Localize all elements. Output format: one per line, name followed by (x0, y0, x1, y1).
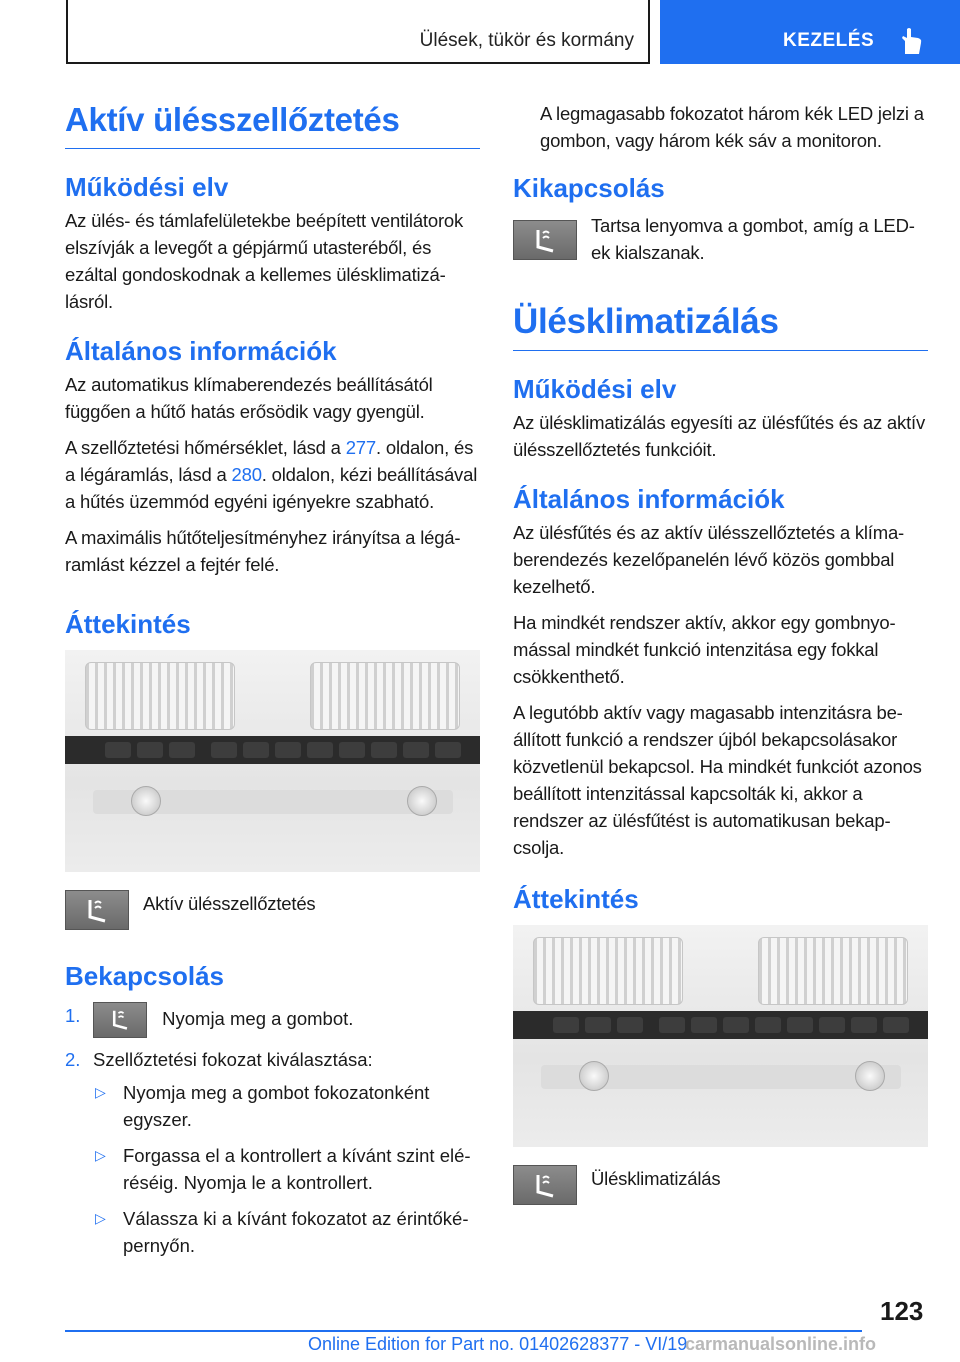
seat-ventilation-icon (513, 220, 577, 260)
step-2-options (93, 1079, 480, 1259)
general-info-2-p1: Az ülésfűtés és az aktív ülésszellőztetés a klímaberendezés kezelőpanelén lévő közös gombbal kezelhető. (513, 522, 905, 597)
seat-climate-icon (513, 1165, 577, 1205)
general-info-p3: A maximális hűtőteljesítményhez irányítsa a légáramlást kézzel a fejtér felé. (65, 527, 461, 575)
overview-caption-2: Ülésklimatizálás (591, 1168, 721, 1189)
hand-pointer-icon (896, 26, 926, 56)
left-column (65, 100, 480, 1268)
footer-rule (65, 1330, 862, 1332)
heading-principle-2: Működési elv (513, 374, 677, 404)
switch-off-row (513, 212, 928, 266)
led-indicator-text: A legmagasabb fokozatot három kék LED jelzi a gombon, vagy három kék sáv a monitoron. (540, 103, 924, 151)
page-header (0, 0, 960, 66)
heading-overview: Áttekintés (65, 609, 191, 639)
section-heading-seat-climate: Ülésklimatizálás (513, 302, 928, 351)
switch-off-text: Tartsa lenyomva a gombot, amíg a LED-ek kialszanak. (591, 215, 915, 263)
general-info-2-p3: A legutóbb aktív vagy magasabb intenzitásra beállított funkció a rendszer újból bekapcsolásakor közvetlenül bekapcsol. Ha mindkét funkciót azonos beállított intenzitással kapcsolták ki, akkor a rendszer az ülésfűtést is automatikusan bekapcsolja. (513, 702, 922, 858)
step-2: 2. Szellőztetési fokozat kiválasztása: ▷ Nyomja meg a gombot fokozatonként egyszer. ▷ Forgassa el a kontrollert a kívánt szint eléréséig. Nyomja le a kontrollert. ▷ Válassza ki a kívánt fokozatot az érintőképernyőn. (65, 1046, 480, 1259)
overview-caption-row (65, 890, 480, 930)
option-press-button: ▷ Nyomja meg a gombot fokozatonként egyszer. (93, 1079, 480, 1133)
section-heading-active-ventilation: Aktív ülésszellőztetés (65, 100, 480, 149)
general-info-p1: Az automatikus klímaberendezés beállításától függően a hűtő hatás erősödik vagy gyengül. (65, 374, 433, 422)
seat-ventilation-icon (65, 890, 129, 930)
heading-switch-on: Bekapcsolás (65, 961, 224, 991)
edition-info: Online Edition for Part no. 01402628377 - VI/19 (308, 1334, 688, 1354)
switch-on-steps (65, 1002, 480, 1259)
heading-general-info-2: Általános információk (513, 484, 785, 514)
climate-panel-photo (65, 650, 480, 872)
heading-general-info: Általános információk (65, 336, 337, 366)
principle-text: Az ülés- és támlafelületekbe beépített ventilátorok elszívják a levegőt a gépjármű utasteréből, és ezáltal gondoskodnak a kellemes ülésklimatizálásról. (65, 210, 464, 312)
general-info-2-p2: Ha mindkét rendszer aktív, akkor egy gombnyomással mindkét funkció intenzitása egy fokkal csökkenthető. (513, 612, 896, 687)
watermark: carmanualsonline.info (685, 1334, 877, 1354)
climate-panel-photo-2 (513, 925, 928, 1147)
principle-text-2: Az ülésklimatizálás egyesíti az ülésfűtés és az aktív ülésszellőztetés funkcióit. (513, 412, 926, 460)
triangle-bullet-icon: ▷ (95, 1210, 106, 1226)
section-title: Ülések, tükör és kormány (419, 30, 634, 51)
step-1: 1. Nyomja meg a gombot. (65, 1002, 480, 1038)
heading-switch-off: Kikapcsolás (513, 173, 665, 203)
chapter-tab-label: KEZELÉS (783, 30, 875, 51)
overview-caption: Aktív ülésszellőztetés (143, 893, 316, 914)
seat-ventilation-button-icon (93, 1002, 147, 1038)
heading-principle: Működési elv (65, 172, 229, 202)
page-number: 123 (880, 1296, 924, 1326)
general-info-p2: A szellőztetési hőmérséklet, lásd a 277. oldalon, és a légáramlás, lásd a 280. oldalon, kézi beállításával a hűtés üzemmód egyéni igényekre szabható. (65, 437, 478, 512)
page-link-277[interactable]: 277 (345, 437, 376, 458)
chapter-tab (660, 0, 960, 64)
heading-overview-2: Áttekintés (513, 884, 639, 914)
triangle-bullet-icon: ▷ (95, 1084, 106, 1100)
option-touchscreen: ▷ Válassza ki a kívánt fokozatot az érintőképernyőn. (93, 1205, 480, 1259)
triangle-bullet-icon: ▷ (95, 1147, 106, 1163)
right-column (513, 100, 928, 1215)
option-controller: ▷ Forgassa el a kontrollert a kívánt szint eléréséig. Nyomja le a kontrollert. (93, 1142, 480, 1196)
overview-caption-row-2 (513, 1165, 928, 1205)
page-link-280[interactable]: 280 (231, 464, 262, 485)
